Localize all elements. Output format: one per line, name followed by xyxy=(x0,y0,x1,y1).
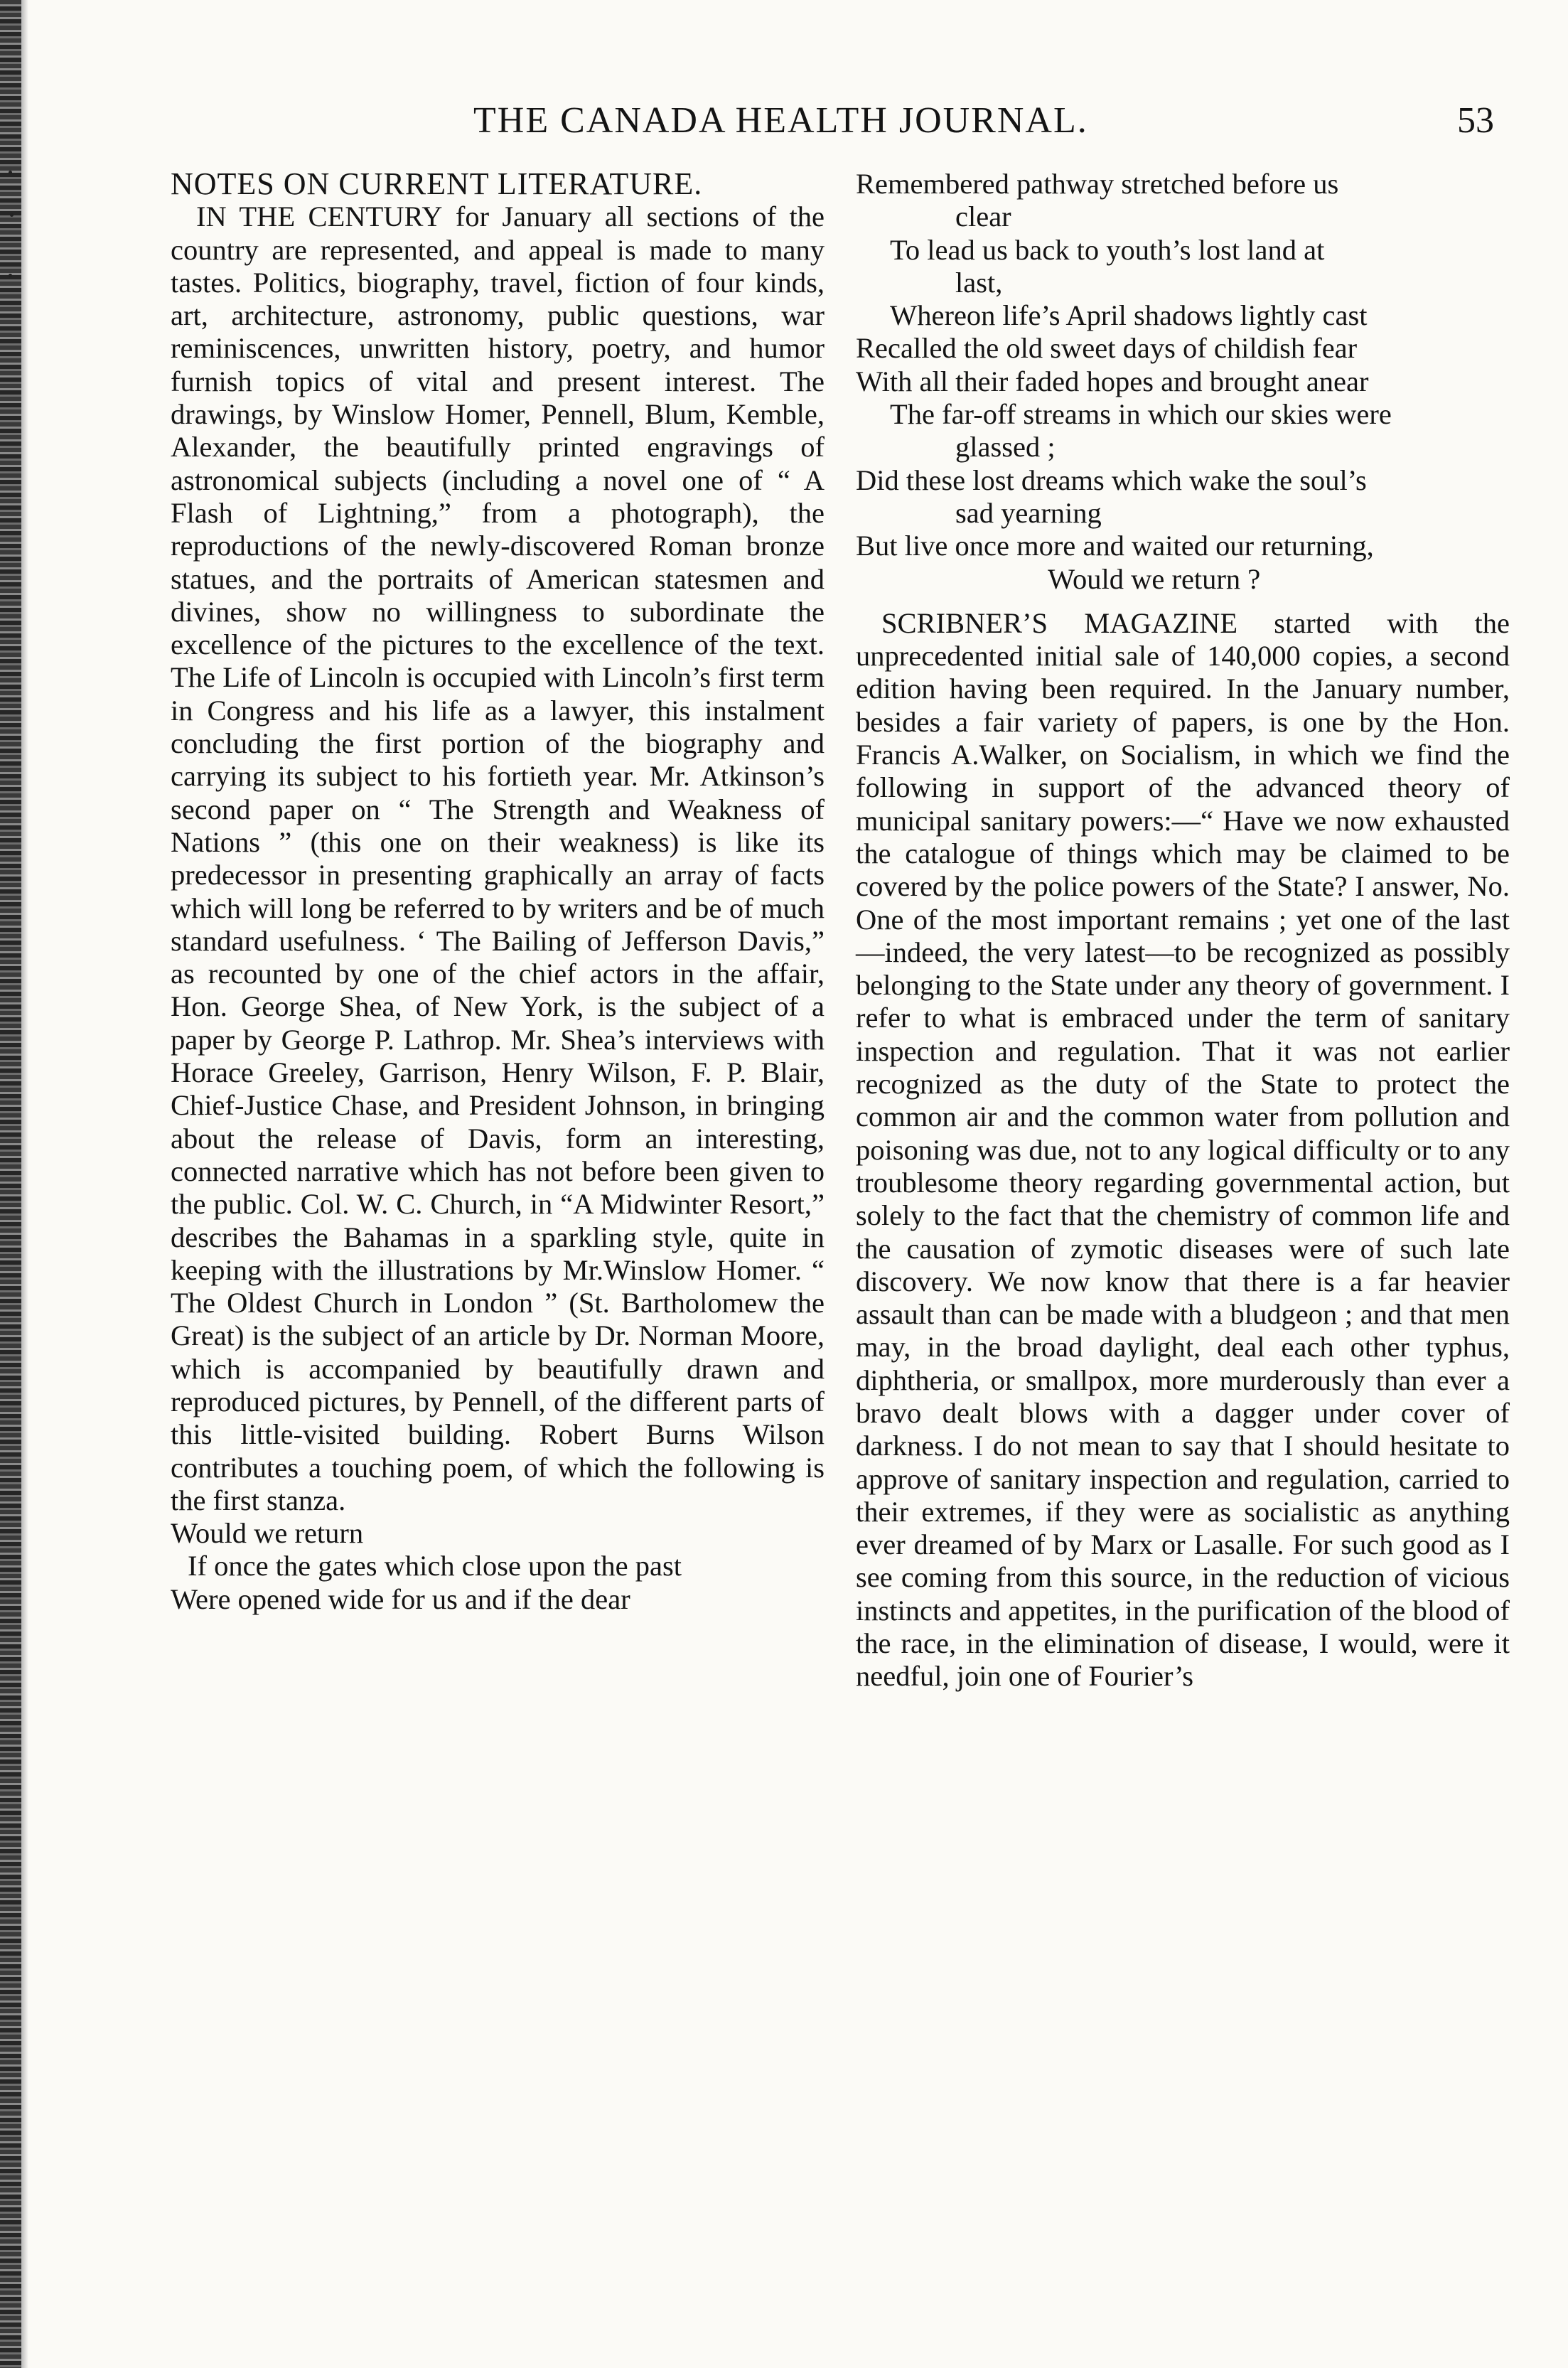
section-heading: NOTES ON CURRENT LITERATURE. xyxy=(171,166,703,201)
poem-line: glassed ; xyxy=(955,431,1056,464)
running-header xyxy=(0,100,1568,156)
poem-line: Would we return ? xyxy=(1048,562,1261,595)
paragraph-lead: IN THE CENTURY xyxy=(196,200,443,233)
left-column xyxy=(171,168,825,1616)
scan-speck xyxy=(9,171,12,174)
poem-line: Whereon life’s April shadows lightly cast xyxy=(890,299,1368,332)
paragraph-text: started with the unprecedented initial sale of 140,000 copies, a second edition having been required. In the January number, besides a fair variety of papers, is one by the Hon. Francis A.Walker, on Socialism, in which we find the following in support of the advanced theory of municipal sanitary powers:—“ Have we now exhausted the catalogue of things which may be claimed to be covered by the police powers of the State? I answer, No. One of the most important remains ; yet one of the last—indeed, the very latest—to be recognized as possibly belonging to the State under any theory of government. I refer to what is embraced under the term of sanitary inspection and regulation. That it was not earlier recognized as the duty of the State to protect the common air and the common water from pollution and poisoning was due, not to any logical difficulty or to any troublesome theory regarding governmental action, but solely to the fact that the chemistry of common life and the causation of zymotic diseases were of such late discovery. We now know that there is a far heavier assault than can be made with a bludgeon ; and that men may, in the broad daylight, deal each other typhus, diphtheria, or smallpox, more murderously than ever a bravo dealt blows with a dagger under cover of darkness. I do not mean to say that I should hesitate to approve of sanitary inspection and regulation, carried to their extremes, if they were as socialistic as anything ever dreamed of by Marx or Lasalle. For such good as I see coming from this source, in the reduction of vicious instincts and appetites, in the purification of the blood of the race, in the elimination of disease, I would, were it needful, join one of Fourier’s xyxy=(856,606,1510,1693)
journal-title: THE CANADA HEALTH JOURNAL. xyxy=(473,100,1088,141)
century-review-paragraph xyxy=(171,200,825,1517)
poem-line: Remembered pathway stretched before us xyxy=(856,168,1339,200)
scan-speck xyxy=(9,274,12,277)
poem-line: The far-off streams in which our skies were xyxy=(890,398,1392,431)
page-number: 53 xyxy=(1457,100,1494,141)
paragraph-text: for January all sections of the country are represented, and appeal is made to many tastes. Politics, biography, travel, fiction of four kinds, art, architecture, astronomy, public questions, war reminiscences, unwritten history, poetry, and humor furnish topics of vital and present interest. The drawings, by Winslow Homer, Pennell, Blum, Kemble, Alexander, the beautifully printed engravings of astronomical subjects (including a novel one of “ A Flash of Lightning,” from a photograph), the reproductions of the newly-discovered Roman bronze statues, and the portraits of American statesmen and divines, show no willingness to subordinate the excellence of the pictures to the excellence of the text. The Life of Lincoln is occupied with Lincoln’s first term in Congress and his life as a lawyer, this instalment concluding the first portion of the biography and carrying its subject to his fortieth year. Mr. Atkinson’s second paper on “ The Strength and Weakness of Nations ” (this one on their weakness) is like its predecessor in presenting graphically an array of facts which will long be referred to by writers and be of much standard usefulness. ‘ The Bailing of Jefferson Davis,” as recounted by one of the chief actors in the affair, Hon. George Shea, of New York, is the subject of a paper by George P. Lathrop. Mr. Shea’s interviews with Horace Greeley, Garrison, Henry Wilson, F. P. Blair, Chief-Justice Chase, and President Johnson, in bringing about the release of Davis, form an interesting, connected narrative which has not before been given to the public. Col. W. C. Church, in “A Midwinter Resort,” describes the Bahamas in a sparkling style, quite in keeping with the illustrations by Mr.Winslow Homer. “ The Oldest Church in London ” (St. Bartholomew the Great) is the subject of an article by Dr. Norman Moore, which is accompanied by beautifully drawn and reproduced pictures, by Pennell, of the different parts of this little-visited building. Robert Burns Wilson contributes a touching poem, of which the following is the first stanza. xyxy=(171,200,825,1516)
scan-speck xyxy=(10,213,14,217)
binding-shadow xyxy=(21,0,28,2368)
poem-line: last, xyxy=(955,266,1003,299)
scribners-review-paragraph xyxy=(856,607,1510,1693)
poem-stanza xyxy=(856,168,1510,596)
poem-line: To lead us back to youth’s lost land at xyxy=(890,233,1325,266)
paragraph-lead: SCRIBNER’S MAGAZINE xyxy=(881,606,1238,639)
poem-line: But live once more and waited our returning, xyxy=(856,530,1374,562)
poem-title: Would we return xyxy=(171,1517,364,1550)
poem-line: Were opened wide for us and if the dear xyxy=(171,1582,630,1615)
poem-line: clear xyxy=(955,200,1011,233)
poem-line: If once the gates which close upon the past xyxy=(188,1550,682,1582)
poem-line: sad yearning xyxy=(955,496,1102,529)
poem-line: Recalled the old sweet days of childish fear xyxy=(856,332,1358,365)
poem-line: With all their faded hopes and brought anear xyxy=(856,365,1369,397)
book-binding-edge xyxy=(0,0,21,2368)
poem-line: Did these lost dreams which wake the soul’s xyxy=(856,464,1367,496)
right-column xyxy=(856,168,1510,1693)
